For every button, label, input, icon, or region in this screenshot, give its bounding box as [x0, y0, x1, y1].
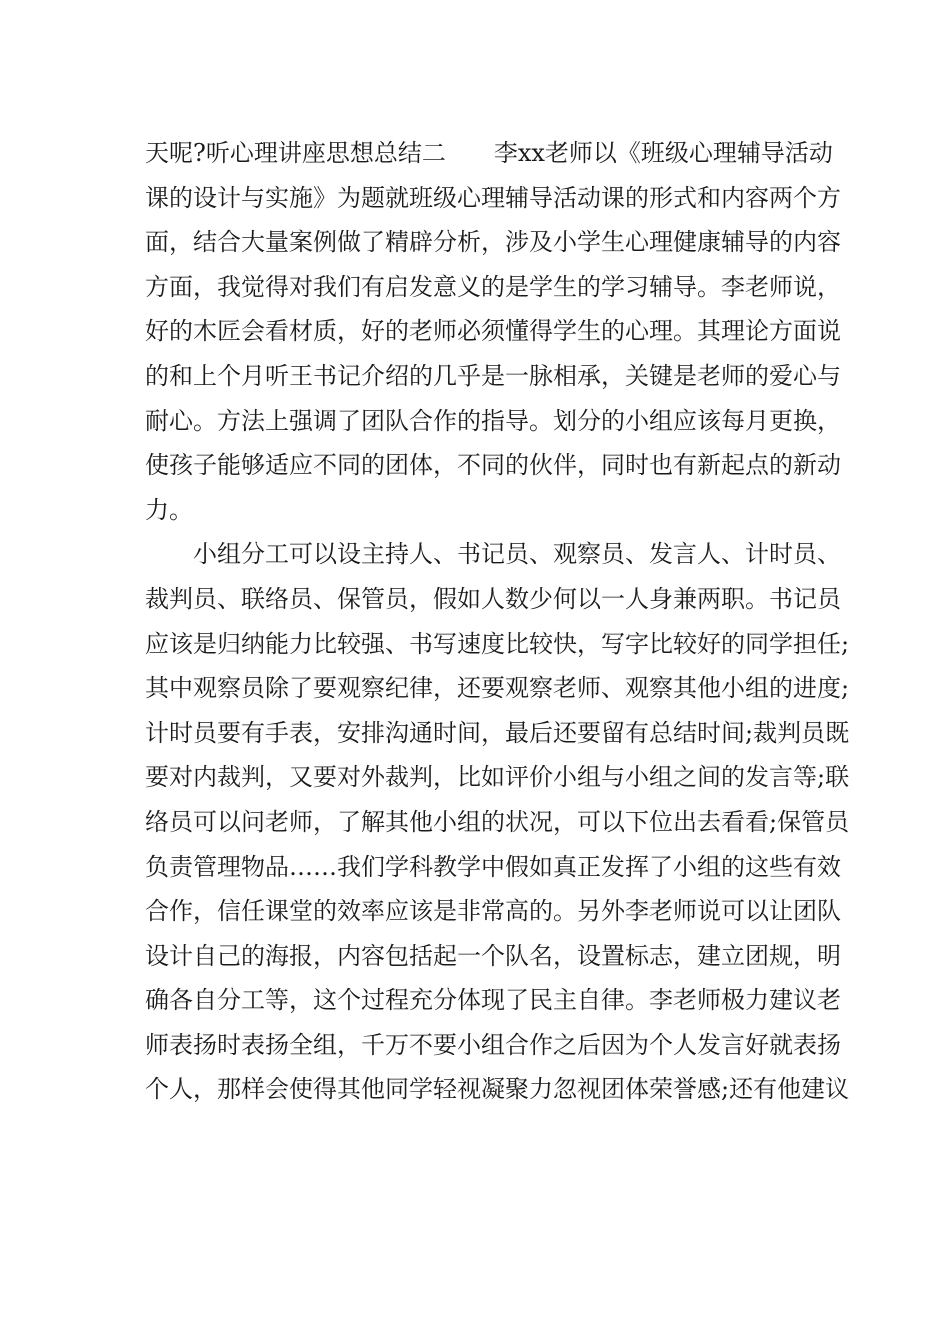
text-line: 课的设计与实施》为题就班级心理辅导活动课的形式和内容两个方 — [145, 183, 841, 212]
text-line: 好的木匠会看材质，好的老师必须懂得学生的心理。其理论方面说 — [145, 317, 841, 346]
text-line: 方面，我觉得对我们有启发意义的是学生的学习辅导。李老师说， — [145, 272, 841, 301]
text-line: 负责管理物品……我们学科教学中假如真正发挥了小组的这些有效 — [145, 852, 841, 881]
text-line: 面，结合大量案例做了精辟分析，涉及小学生心理健康辅导的内容 — [145, 228, 841, 257]
text-line: 使孩子能够适应不同的团体，不同的伙伴，同时也有新起点的新动 — [145, 451, 841, 480]
text-line: 裁判员、联络员、保管员，假如人数少何以一人身兼两职。书记员 — [145, 584, 841, 613]
text-line: 其中观察员除了要观察纪律，还要观察老师、观察其他小组的进度; — [145, 674, 850, 703]
text-line: 计时员要有手表，安排沟通时间，最后还要留有总结时间;裁判员既 — [145, 718, 850, 747]
text-line: 络员可以问老师，了解其他小组的状况，可以下位出去看看;保管员 — [145, 807, 850, 836]
text-line: 合作，信任课堂的效率应该是非常高的。另外李老师说可以让团队 — [145, 897, 841, 926]
text-line-paragraph-start: 小组分工可以设主持人、书记员、观察员、发言人、计时员、 — [193, 540, 841, 569]
body-text — [145, 131, 850, 1112]
text-line: 个人，那样会使得其他同学轻视凝聚力忽视团体荣誉感;还有他建议 — [145, 1075, 850, 1104]
text-line: 耐心。方法上强调了团队合作的指导。划分的小组应该每月更换， — [145, 406, 841, 435]
text-line: 设计自己的海报，内容包括起一个队名，设置标志，建立团规，明 — [145, 941, 841, 970]
text-line: 师表扬时表扬全组，千万不要小组合作之后因为个人发言好就表扬 — [145, 1030, 841, 1059]
text-line: 的和上个月听王书记介绍的几乎是一脉相承，关键是老师的爱心与 — [145, 361, 841, 390]
text-line: 确各自分工等，这个过程充分体现了民主自律。李老师极力建议老 — [145, 986, 841, 1015]
text-line: 天呢?听心理讲座思想总结二 李xx老师以《班级心理辅导活动 — [145, 139, 833, 167]
text-line: 应该是归纳能力比较强、书写速度比较快，写字比较好的同学担任; — [145, 629, 850, 658]
text-line: 要对内裁判，又要对外裁判，比如评价小组与小组之间的发言等;联 — [145, 763, 850, 792]
text-line-paragraph-end: 力。 — [145, 495, 193, 524]
